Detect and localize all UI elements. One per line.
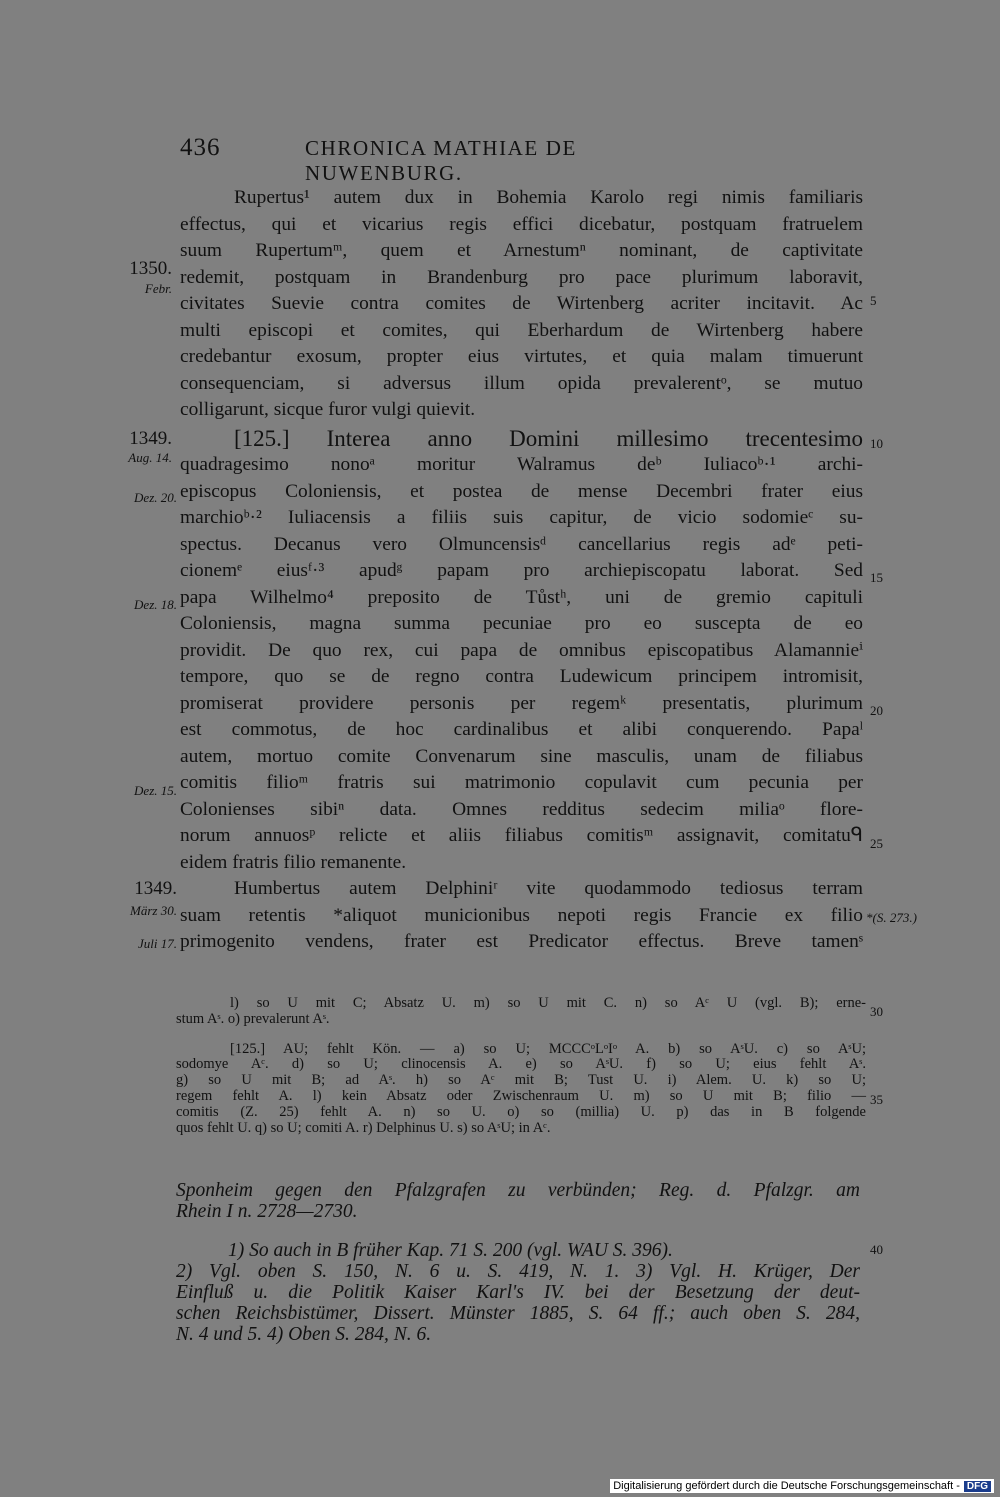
dfg-logo: DFG [964,1481,991,1492]
line-number: 10 [870,436,883,451]
text-line: suum Rupertumᵐ, quem et Arnestumⁿ nominant, de captivitate [180,240,863,261]
apparatus-line: quos fehlt U. q) so U; comiti A. r) Delphinus U. s) so AˢU; in Aᶜ. [176,1119,551,1136]
margin-date: Febr. [144,281,172,296]
margin-date: März 30. [130,903,177,918]
text-line: eidem fratris filio remanente. [180,851,407,873]
margin-date: Dez. 18. [134,597,177,612]
commentary-line: schen Reichsbistümer, Dissert. Münster 1885, S. 64 ff.; auch oben S. 284, [176,1303,860,1324]
text-line: Colonienses sibiⁿ data. Omnes redditus sedecim miliaᵒ flore- [180,798,863,820]
commentary-line: Rhein I n. 2728—2730. [176,1201,358,1222]
text-line: promiserat providere personis per regemᵏ presentatis, plurimum [180,692,863,714]
text-line: autem, mortuo comite Convenarum sine masculis, unam de filiabus [180,745,863,767]
text-line: primogenito vendens, frater est Predicator effectus. Breve tamenˢ [180,931,863,952]
text-line: Rupertus¹ autem dux in Bohemia Karolo regi nimis familiaris [234,187,863,208]
running-title: CHRONICA MATHIAE DE NUWENBURG. [305,136,577,185]
margin-year: 1350. [129,258,172,279]
commentary-line: Sponheim gegen den Pfalzgrafen zu verbünden; Reg. d. Pfalzgr. am [176,1180,860,1201]
line-number: 25 [870,836,883,851]
text-line: est commotus, de hoc cardinalibus et alibi conquerendo. Papaˡ [180,719,863,740]
apparatus-line: stum Aˢ. o) prevalerunt Aˢ. [176,1010,330,1027]
apparatus-line: regem fehlt A. l) kein Absatz oder Zwischenraum U. m) so U mit B; filio — [176,1087,866,1104]
text-line: [125.] Interea anno Domini millesimo trecentesimo [234,425,863,451]
margin-date: Dez. 20. [134,490,177,505]
critical-apparatus [176,996,866,1136]
text-line: multi episcopi et comites, qui Eberhardum de Wirtenberg habere [180,319,863,341]
page-reference: *(S. 273.) [866,910,917,925]
main-text [180,185,863,956]
text-line: episcopus Coloniensis, et postea de mense Decembri frater eius [180,480,863,502]
line-number: 30 [870,1004,883,1019]
text-line: marchioᵇ·² Iuliacensis a filiis suis capitur, de vicio sodomieᶜ su- [180,507,863,528]
page-header [180,134,740,185]
funding-footer [610,1479,994,1493]
text-line: spectus. Decanus vero Olmuncensisᵈ cancellarius regis adᵉ peti- [180,533,863,555]
margin-year: 1349. [134,878,177,899]
text-line: Humbertus autem Delphiniʳ vite quodammodo tediosus terram [234,878,863,899]
text-line: quadragesimo nonoᵃ moritur Walramus deᵇ Iuliacoᵇ·¹ archi- [180,454,863,475]
text-line: colligarunt, sicque furor vulgi quievit. [180,399,476,420]
text-line: civitates Suevie contra comites de Wirtenberg acriter incitavit. Ac [180,293,863,314]
commentary-line: 1) So auch in B früher Kap. 71 S. 200 (vgl. WAU S. 396). [228,1240,673,1261]
line-number: 15 [870,570,883,585]
margin-date: Aug. 14. [128,450,172,465]
apparatus-line: sodomye Aᶜ. d) so U; clinocensis A. e) so AˢU. f) so U; eius fehlt Aˢ. [176,1056,866,1073]
commentary-line: N. 4 und 5. 4) Oben S. 284, N. 6. [176,1324,432,1345]
text-line: consequenciam, si adversus illum opida prevalerentᵒ, se mutuo [180,372,863,394]
text-line: redemit, postquam in Brandenburg pro pace plurimum laboravit, [180,266,863,288]
line-number: 20 [870,703,883,718]
margin-date: Juli 17. [138,936,177,951]
text-line: papa Wilhelmo⁴ preposito de Tůstʰ, uni de gremio capituli [180,586,863,608]
text-line: Coloniensis, magna summa pecuniae pro eo suscepta de eo [180,613,863,634]
text-line: cionemᵉ eiusᶠ·³ apudᵍ papam pro archiepiscopatu laborat. Sed [180,560,863,581]
line-number: 5 [870,293,877,308]
text-line: providit. De quo rex, cui papa de omnibus episcopatibus Alamannieⁱ [180,639,863,661]
commentary-line: 2) Vgl. oben S. 150, N. 6 u. S. 419, N. 1. 3) Vgl. H. Krüger, Der [176,1261,860,1282]
text-line: effectus, qui et vicarius regis effici dicebatur, postquam fratruelem [180,213,863,235]
text-line: norum annuosᵖ relicte et aliis filiabus comitisᵐ assignavit, comitatuᑫ [180,825,863,846]
line-number: 40 [870,1242,883,1257]
commentary-line: Einfluß u. die Politik Kaiser Karl's IV. bei der Besetzung der deut- [176,1282,860,1303]
commentary-notes [176,1180,860,1345]
apparatus-line: comitis (Z. 25) fehlt A. n) so U. o) so (millia) U. p) das in B folgende [176,1103,866,1120]
footer-text: Digitalisierung gefördert durch die Deutsche Forschungsgemeinschaft - [613,1480,960,1492]
line-number: 35 [870,1092,883,1107]
margin-date: Dez. 15. [134,783,177,798]
margin-year: 1349. [129,428,172,449]
apparatus-line: [125.] AU; fehlt Kön. — a) so U; MCCCᵒLᵒIᵒ A. b) so AˢU. c) so AˢU; [230,1040,866,1057]
apparatus-line: g) so U mit B; ad Aˢ. h) so Aᶜ mit B; Tust U. i) Alem. U. k) so U; [176,1072,866,1089]
apparatus-line: l) so U mit C; Absatz U. m) so U mit C. n) so Aᶜ U (vgl. B); erne- [230,995,866,1011]
text-line: comitis filioᵐ fratris sui matrimonio copulavit cum pecunia per [180,772,863,793]
text-line: tempore, quo se de regno contra Ludewicum principem intromisit, [180,666,863,687]
text-line: credebantur exosum, propter eius virtutes, et quia malam timuerunt [180,346,863,367]
text-line: suam retentis *aliquot municionibus nepoti regis Francie ex filio [180,904,863,926]
page-number: 436 [180,134,221,161]
